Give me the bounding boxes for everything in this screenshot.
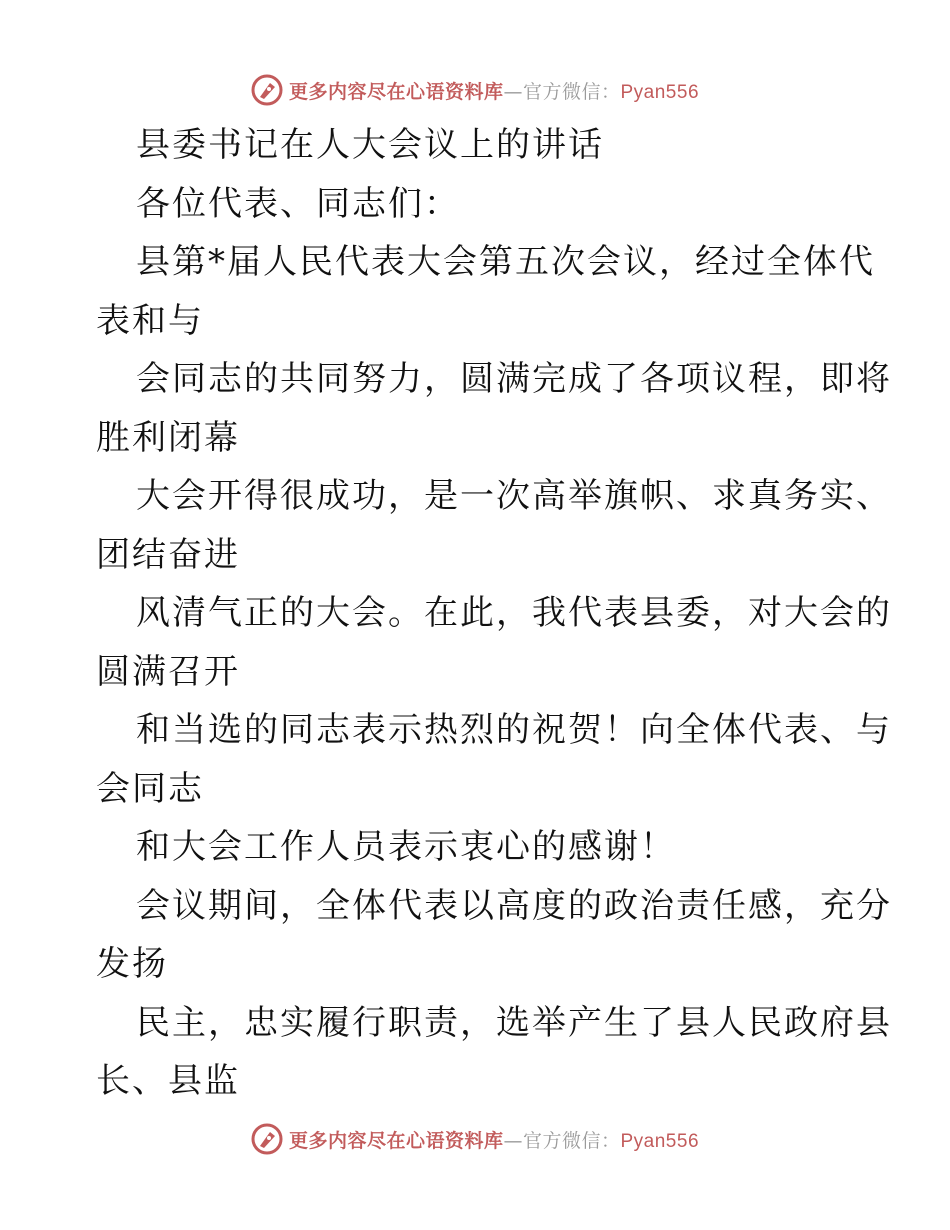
paragraph-line: 大会开得很成功，是一次高举旗帜、求真务实、	[136, 476, 892, 516]
pen-nib-logo-icon	[251, 1123, 283, 1155]
paragraph-line: 团结奋进	[96, 534, 240, 575]
salutation: 各位代表、同志们：	[136, 183, 460, 224]
paragraph-line: 和当选的同志表示热烈的祝贺！向全体代表、与	[136, 710, 892, 750]
pen-nib-logo-icon	[251, 74, 283, 106]
header-banner-text	[289, 77, 699, 104]
footer-banner-wechat-label: 官方微信：	[522, 1129, 621, 1152]
paragraph-line: 会议期间，全体代表以高度的政治责任感，充分	[136, 885, 892, 926]
header-banner-wechat-id: Pyan556	[620, 81, 700, 103]
header-banner	[0, 68, 950, 112]
document-body	[96, 116, 892, 1111]
footer-banner-main: 更多内容尽在心语资料库	[288, 1129, 504, 1152]
paragraph-line: 风清气正的大会。在此，我代表县委，对大会的	[136, 593, 892, 633]
paragraph-line: 表和与	[96, 300, 204, 341]
document-title: 县委书记在人大会议上的讲话	[136, 125, 604, 165]
header-banner-main: 更多内容尽在心语资料库	[288, 80, 504, 103]
header-banner-wechat-label: 官方微信：	[522, 80, 621, 103]
paragraph-line: 和大会工作人员表示衷心的感谢！	[136, 827, 676, 867]
paragraph-line: 发扬	[96, 944, 168, 984]
header-banner-separator: —	[503, 80, 523, 103]
paragraph-line: 会同志的共同努力，圆满完成了各项议程，即将	[136, 359, 892, 399]
footer-banner-wechat-id: Pyan556	[620, 1130, 700, 1152]
paragraph-line: 圆满召开	[96, 651, 240, 692]
paragraph-line: 县第*届人民代表大会第五次会议，经过全体代	[136, 242, 875, 282]
paragraph-line: 胜利闭幕	[96, 417, 240, 458]
footer-banner-text	[289, 1126, 699, 1153]
paragraph-line: 会同志	[96, 768, 204, 809]
footer-banner	[0, 1117, 950, 1161]
paragraph-line: 民主，忠实履行职责，选举产生了县人民政府县	[136, 1002, 892, 1043]
paragraph-line: 长、县监	[96, 1061, 240, 1101]
footer-banner-separator: —	[503, 1129, 523, 1152]
